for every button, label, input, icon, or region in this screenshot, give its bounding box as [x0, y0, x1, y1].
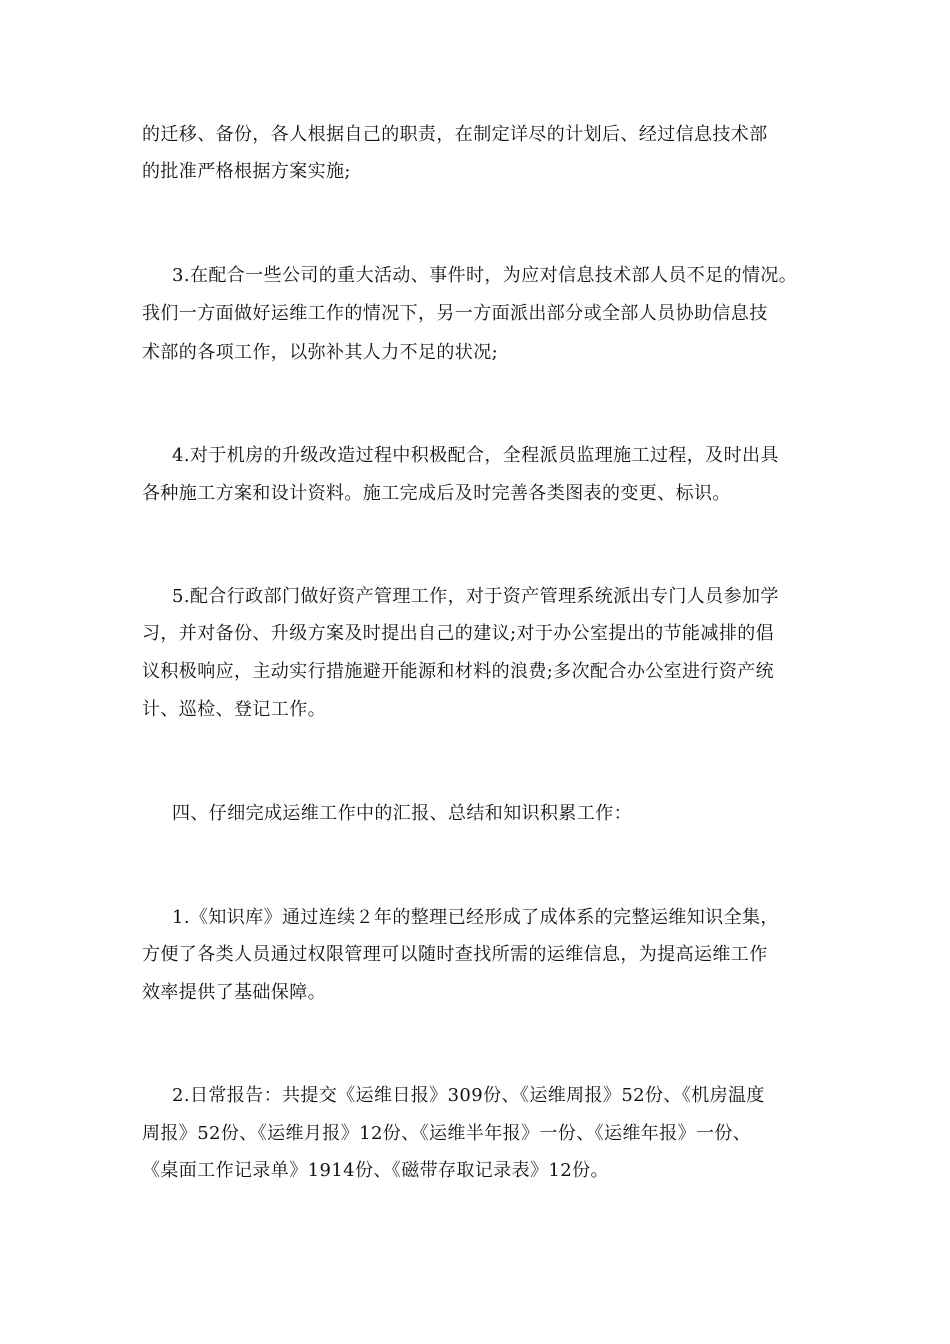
text-line: 术部的各项工作，以弥补其人力不足的状况; [142, 342, 499, 363]
section-heading-4: 四、仔细完成运维工作中的汇报、总结和知识积累工作： [172, 803, 632, 824]
text-line: 计、巡检、登记工作。 [142, 699, 326, 720]
text-line: 5.配合行政部门做好资产管理工作，对于资产管理系统派出专门人员参加学 [172, 586, 779, 607]
text-line: 的批准严格根据方案实施; [142, 161, 351, 182]
text-line: 方便了各类人员通过权限管理可以随时查找所需的运维信息，为提高运维工作 [142, 944, 768, 965]
text-line: 《桌面工作记录单》1914份、《磁带存取记录表》12份。 [142, 1160, 609, 1181]
text-line: 习，并对备份、升级方案及时提出自己的建议;对于办公室提出的节能减排的倡 [142, 623, 775, 644]
text-line: 的迁移、备份，各人根据自己的职责，在制定详尽的计划后、经过信息技术部 [142, 124, 768, 145]
text-line: 效率提供了基础保障。 [142, 982, 326, 1003]
text-line: 3.在配合一些公司的重大活动、事件时，为应对信息技术部人员不足的情况。 [172, 265, 798, 286]
text-line: 周报》52份、《运维月报》12份、《运维半年报》一份、《运维年报》一份、 [142, 1123, 752, 1144]
text-line: 2.日常报告：共提交《运维日报》309份、《运维周报》52份、《机房温度 [172, 1085, 765, 1106]
text-line: 我们一方面做好运维工作的情况下，另一方面派出部分或全部人员协助信息技 [142, 303, 768, 324]
text-line: 各种施工方案和设计资料。施工完成后及时完善各类图表的变更、标识。 [142, 483, 731, 504]
text-line: 4.对于机房的升级改造过程中积极配合，全程派员监理施工过程，及时出具 [172, 445, 779, 466]
text-line: 议积极响应，主动实行措施避开能源和材料的浪费;多次配合办公室进行资产统 [142, 661, 775, 682]
text-line: 1.《知识库》通过连续２年的整理已经形成了成体系的完整运维知识全集， [172, 907, 779, 928]
